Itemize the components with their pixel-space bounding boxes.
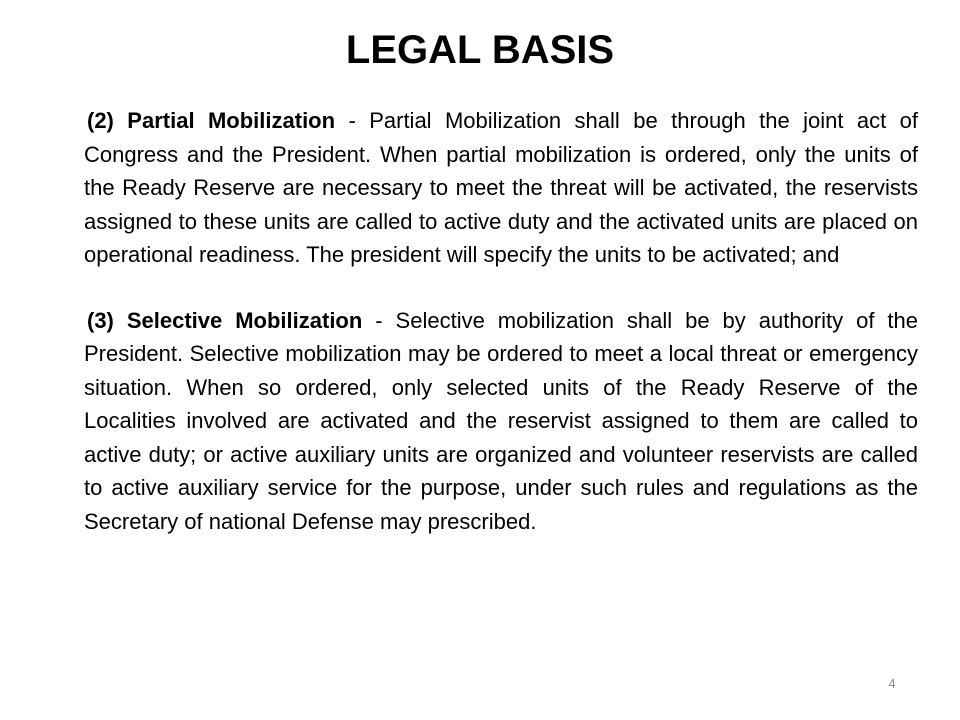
paragraph-selective-mobilization — [84, 304, 918, 539]
paragraph-text: - Partial Mobilization shall be through the joint act of Congress and the President. When partial mobilization is ordered, only the units of the Ready Reserve are necessary to meet the threat will be activated, the reservists assigned to these units are called to active duty and the activated units are placed on operational readiness. The president will specify the units to be activated; and — [84, 108, 918, 267]
slide-title: LEGAL BASIS — [345, 28, 615, 72]
paragraph-label: (2) Partial Mobilization — [87, 108, 336, 133]
slide-body — [84, 104, 918, 538]
paragraph-text: - Selective mobilization shall be by authority of the President. Selective mobilization may be ordered to meet a local threat or emergency situation. When so ordered, only selected units of the Ready Reserve of the Localities involved are activated and the reservist assigned to them are called to active duty; or active auxiliary units are organized and volunteer reservists are called to active auxiliary service for the purpose, under such rules and regulations as the Secretary of national Defense may prescribed. — [84, 307, 918, 534]
page-number: 4 — [888, 676, 896, 691]
paragraph-label: (3) Selective Mobilization — [87, 307, 363, 333]
paragraph-partial-mobilization — [84, 104, 918, 272]
